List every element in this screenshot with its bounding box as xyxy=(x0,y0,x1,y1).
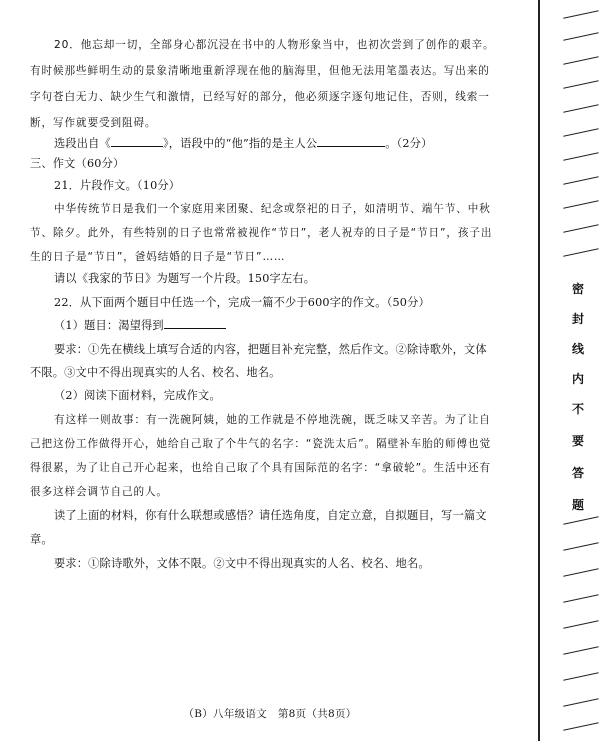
q22-prompt-line-2: 章。 xyxy=(30,533,53,546)
slash-mark xyxy=(563,542,598,551)
q22-story-line-2: 己把这份工作做得开心，她给自己取了个牛气的名字：“瓷洗太后”。隔壁补车胎的师傅也觉 xyxy=(30,438,492,450)
q21-material-line-2: 节、除夕。此外，有些特别的日子也常常被视作“节日”，老人祝寿的日子是“节日”，孩子出 xyxy=(30,227,493,239)
q22-option1-title xyxy=(30,313,518,339)
q21-requirement: 请以《我家的节日》为题写一个片段。150字左右。 xyxy=(54,272,316,285)
slash-mark xyxy=(563,10,598,19)
q20-line-3: 字句苍白无力、缺少生气和激情，已经写好的部分，他必须逐字逐句地记住，否则，线索一 xyxy=(30,91,490,103)
slash-mark xyxy=(563,568,598,577)
seal-char: 封 xyxy=(571,312,584,326)
q20-line-1: 20．他忘却一切，全部身心都沉浸在书中的人物形象当中，也初次尝到了创作的艰辛。 xyxy=(54,39,495,51)
seal-char: 密 xyxy=(571,282,584,296)
section-heading: 三、作文（60分） xyxy=(30,157,125,170)
slash-mark xyxy=(563,646,598,655)
q20-prompt-c: 。（2分） xyxy=(385,137,433,150)
q20-line-2: 有时候那些鲜明生动的景象清晰地重新浮现在他的脑海里，但他无法用笔墨表达。写出来的 xyxy=(30,65,490,77)
slash-mark xyxy=(563,620,598,629)
slash-mark xyxy=(563,516,598,525)
q22-title: 22．从下面两个题目中任选一个，完成一篇不少于600字的作文。（50分） xyxy=(54,296,430,309)
q22-final-requirement: 要求：①除诗歌外，文体不限。②文中不得出现真实的人名、校名、地名。 xyxy=(54,557,430,570)
slash-mark xyxy=(563,104,598,113)
q22-story-line-3: 得很累，为了让自己开心起来，也给自己取了个具有国际范的名字：“拿破轮”。生活中还有 xyxy=(30,462,492,474)
seal-char: 要 xyxy=(571,434,584,448)
slash-mark xyxy=(563,32,598,41)
q20-prompt-b: 》，语段中的“他”指的是主人公 xyxy=(162,137,318,150)
q21-material-line-3: 生的日子是“节日”，爸妈结婚的日子是“节日”…… xyxy=(30,251,286,263)
slash-mark xyxy=(563,152,598,161)
seal-char: 答 xyxy=(571,466,584,480)
slash-mark xyxy=(563,176,598,185)
q21-title: 21．片段作文。（10分） xyxy=(54,179,181,192)
q22-title-blank[interactable] xyxy=(164,317,226,329)
slash-mark xyxy=(563,722,598,731)
slash-mark xyxy=(563,56,598,65)
binding-line xyxy=(538,0,540,741)
slash-mark xyxy=(563,80,598,89)
seal-char: 线 xyxy=(571,342,584,356)
seal-char: 不 xyxy=(571,402,584,416)
slash-mark xyxy=(563,200,598,209)
slash-mark xyxy=(563,224,598,233)
q22-prompt-line-1: 读了上面的材料，你有什么联想或感悟？请任选角度，自定立意，自拟题目，写一篇文 xyxy=(54,509,487,522)
slash-mark xyxy=(563,128,598,137)
binding-margin xyxy=(541,0,616,741)
page-footer: （B）八年级语文 第8页（共8页） xyxy=(183,708,357,720)
q20-line-4: 断，写作就要受到阻碍。 xyxy=(30,117,157,129)
q21-material-line-1: 中华传统节日是我们一个家庭用来团聚、纪念或祭祀的日子，如清明节、端午节、中秋 xyxy=(54,203,491,215)
seal-char: 题 xyxy=(571,498,584,512)
q20-prompt-a: 选段出自《 xyxy=(54,137,111,150)
seal-char: 内 xyxy=(571,372,584,386)
q20-character-blank[interactable] xyxy=(317,135,385,147)
q22-story-line-1: 有这样一则故事：有一洗碗阿姨，她的工作就是不停地洗碗，既乏味又辛苦。为了让自 xyxy=(54,414,491,426)
slash-mark xyxy=(563,248,598,257)
q22-option2-title: （2）阅读下面材料，完成作文。 xyxy=(54,389,221,402)
q20-book-blank[interactable] xyxy=(111,135,163,147)
slash-mark xyxy=(563,698,598,707)
q22-story-line-4: 很多这样会调节自己的人。 xyxy=(30,486,168,498)
slash-mark xyxy=(563,672,598,681)
q22-option1-label: （1）题目：渴望得到 xyxy=(54,319,164,332)
slash-mark xyxy=(563,594,598,603)
q22-option1-req-line-1: 要求：①先在横线上填写合适的内容，把题目补充完整，然后作文。②除诗歌外，文体 xyxy=(54,343,487,356)
q22-option1-req-line-2: 不限。③文中不得出现真实的人名、校名、地名。 xyxy=(30,366,281,379)
